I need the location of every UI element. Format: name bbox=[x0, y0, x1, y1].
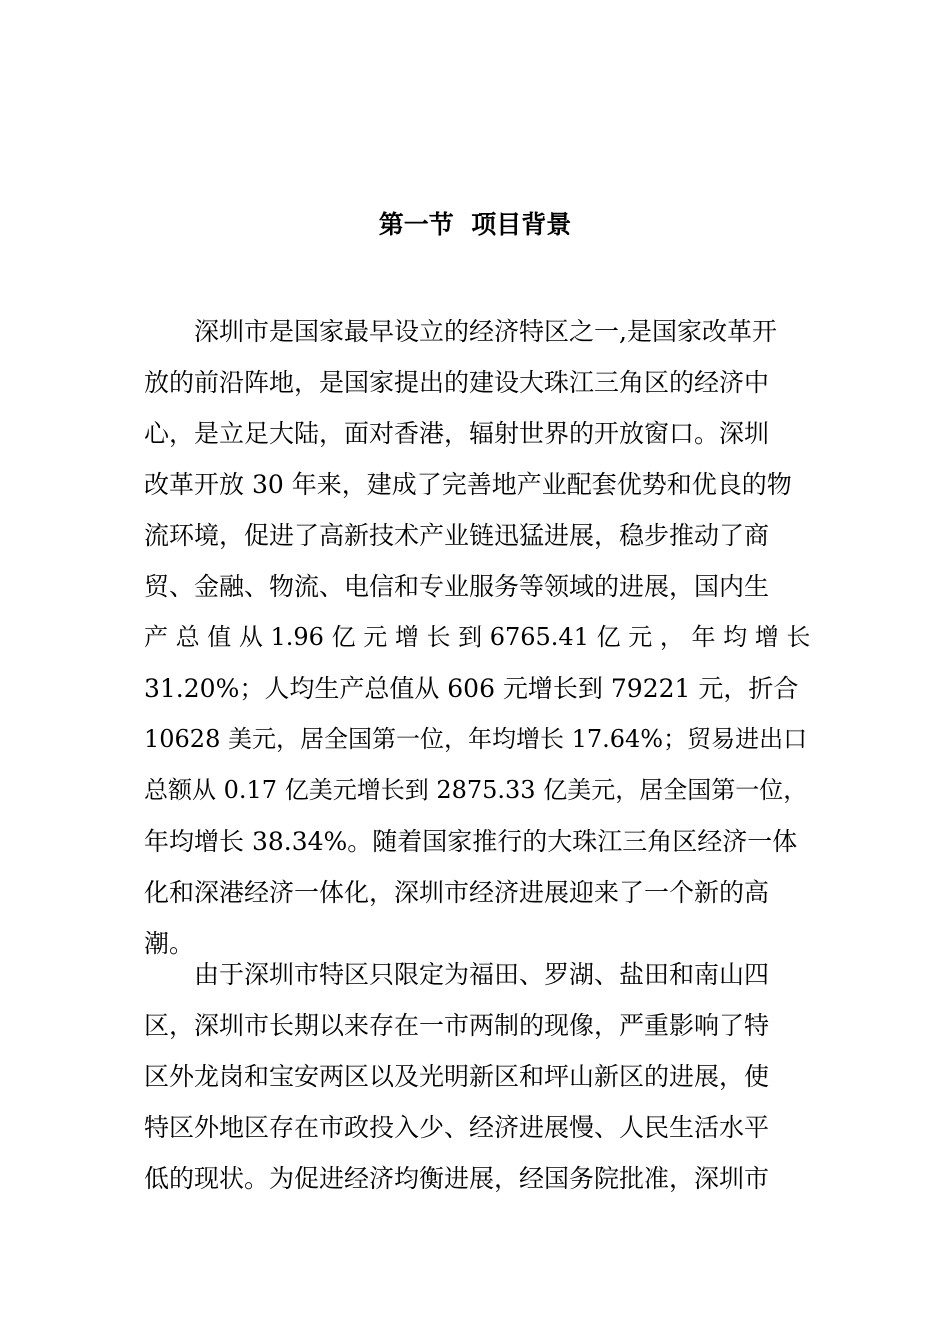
section-title: 第一节 项目背景 bbox=[378, 210, 572, 239]
paragraph-line: 流环境，促进了高新技术产业链迅猛进展，稳步推动了商 bbox=[144, 521, 770, 550]
paragraph-line: 贸、金融、物流、电信和专业服务等领域的进展，国内生 bbox=[144, 572, 770, 601]
paragraph-line: 放的前沿阵地，是国家提出的建设大珠江三角区的经济中 bbox=[144, 368, 770, 397]
paragraph-line: 总额从 0.17 亿美元增长到 2875.33 亿美元，居全国第一位， bbox=[144, 776, 808, 804]
paragraph-line: 区外龙岗和宝安两区以及光明新区和坪山新区的进展，使 bbox=[144, 1062, 770, 1091]
paragraph-line: 特区外地区存在市政投入少、经济进展慢、人民生活水平 bbox=[144, 1113, 770, 1142]
paragraph-line: 31.20%；人均生产总值从 606 元增长到 79221 元，折合 bbox=[144, 674, 799, 703]
paragraph-line: 潮。 bbox=[144, 929, 195, 958]
paragraph-project-background-2 bbox=[144, 949, 814, 1204]
paragraph-line: 由于深圳市特区只限定为福田、罗湖、盐田和南山四 bbox=[194, 960, 770, 989]
paragraph-line: 10628 美元，居全国第一位，年均增长 17.64%；贸易进出口 bbox=[144, 725, 808, 753]
paragraph-project-background-1 bbox=[144, 306, 814, 969]
paragraph-line: 区，深圳市长期以来存在一市两制的现像，严重影响了特 bbox=[144, 1011, 770, 1040]
paragraph-line: 改革开放 30 年来，建成了完善地产业配套优势和优良的物 bbox=[144, 470, 792, 499]
paragraph-line: 深圳市是国家最早设立的经济特区之一,是国家改革开 bbox=[194, 317, 777, 346]
paragraph-line: 化和深港经济一体化，深圳市经济进展迎来了一个新的高 bbox=[144, 878, 770, 907]
paragraph-line: 年均增长 38.34%。随着国家推行的大珠江三角区经济一体 bbox=[144, 827, 798, 856]
paragraph-line: 产 总 值 从 1.96 亿 元 增 长 到 6765.41 亿 元 ， 年 均 增 长 bbox=[144, 623, 811, 651]
paragraph-line: 心，是立足大陆，面对香港，辐射世界的开放窗口。深圳 bbox=[144, 419, 770, 448]
paragraph-line: 低的现状。为促进经济均衡进展，经国务院批准，深圳市 bbox=[144, 1164, 770, 1193]
